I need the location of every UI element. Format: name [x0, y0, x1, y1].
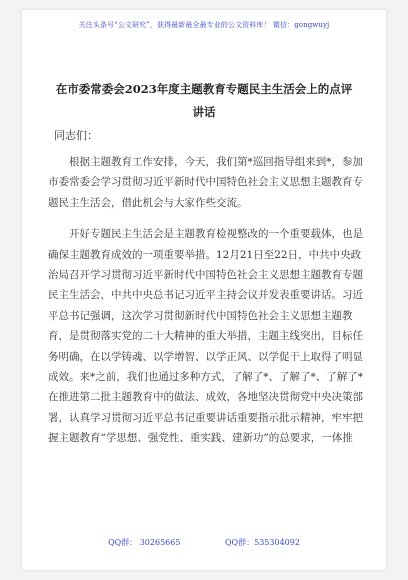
- document-page: [22, 10, 386, 570]
- title-line-1: 在市委常委会2023年度主题教育专题民主生活会上的点评: [55, 82, 353, 96]
- footer-contacts: [22, 537, 386, 548]
- salutation: 同志们：: [54, 129, 98, 142]
- paragraph-intro: 根据主题教育工作安排，今天，我们第*巡回指导组来到*，参加市委常委会学习贯彻习近平新时代中国特色社会主义思想主题教育专题民主生活会，借此机会与大家作些交流。: [48, 156, 363, 209]
- document-title: [22, 78, 386, 124]
- promo-banner: 关注头条号“公文研究”，获得最新最全最专业的公文资料库！ 微信：gongwuyj: [78, 21, 330, 29]
- paragraph-main: 开好专题民主生活会是主题教育检视整改的一个重要载体，也是确保主题教育成效的一项重要举措。12月21日至22日，中共中央政治局召开学习贯彻习近平新时代中国特色社会主义思想主题教育专题民主生活会，中共中央总书记习近平主持会议并发表重要讲话。习近平总书记强调，这次学习贯彻新时代中国特色社会主义思想主题教育，是贯彻落实党的二十大精神的重大举措，主题主线突出，目标任务明确，在以学铸魂、以学增智、以学正风、以学促干上取得了明显成效。来*之前，我们也通过多种方式，了解了*、了解了*、了解了*在推进第二批主题教育中的做法、成效，各地坚决贯彻党中央决策部署，认真学习贯彻习近平总书记重要讲话重要指示批示精神，牢牢把握主题教育“学思想、强党性、重实践、建新功”的总要求，一体推: [48, 228, 363, 445]
- title-line-2: 讲话: [192, 105, 216, 119]
- footer-qq-group-1: QQ群： 30265665: [108, 538, 181, 547]
- footer-qq-group-2: QQ群：535304092: [225, 538, 300, 547]
- document-body: [48, 152, 368, 460]
